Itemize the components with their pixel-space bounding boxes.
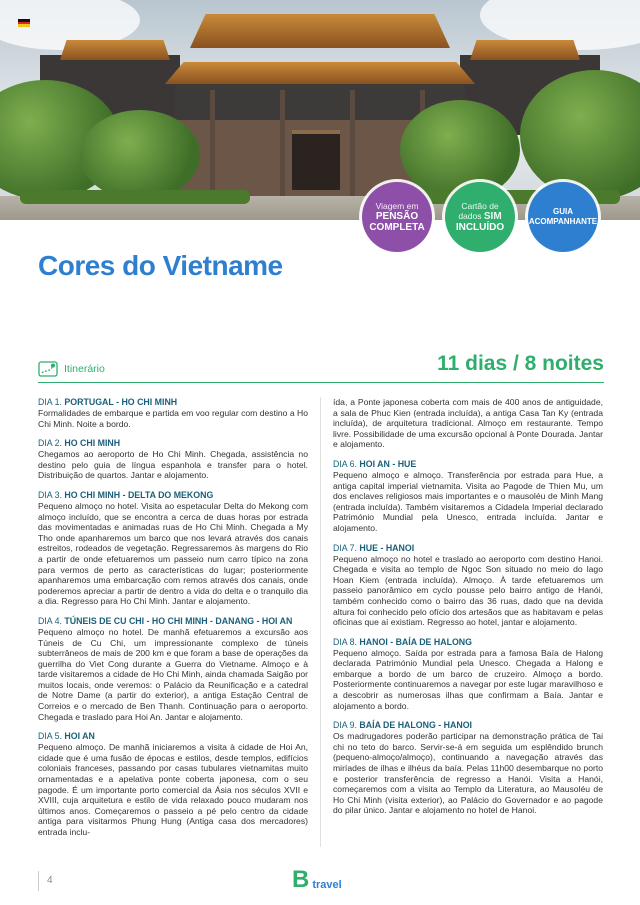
divider: [38, 382, 604, 383]
day-description: Pequeno almoço. Saída por estrada para a famosa Baía de Halong declarada Património Mundial pela Unesco. Chegada a Halong e embarque a bordo de um barco de cruzeiro. Almoço a bordo. Posteriormente continuaremos a navegar por este lugar maravilhoso e a descobrir as numerosas ilhas que confirmam a Baía. Jantar e alojamento a bordo.: [333, 647, 603, 711]
day-entry-continued: [333, 397, 603, 450]
day-heading: DIA 1. PORTUGAL - HO CHI MINH: [38, 397, 178, 407]
badge-text: PENSÃO: [375, 211, 419, 222]
day-description: Pequeno almoço. De manhã iniciaremos a visita à cidade de Hoi An, cidade que é uma fusão de épocas e estilos, desde templos, edifícios coloniais franceses, passando por casas tubulares vietnamitas muito ornamentadas e a apelativa ponte coberta japonesa, com o seu pagode. É um importante porto comercial da Ásia nos séculos XVII e XVIII, cuja arquitetura e estilo de vida relaxado pouco mudaram nos últimos anos. Começaremos o passeio a pé pelo centro da cidade antiga para visitarmos Phung Hung (Antiga casa dos mercadores) entrada inclu-: [38, 742, 308, 837]
day-heading: DIA 7. HUE - HANOI: [333, 542, 415, 553]
itinerary-column-left: [38, 397, 308, 847]
day-entry: [38, 438, 308, 481]
badge-text: SIM: [483, 211, 502, 222]
badge-text: dados: [458, 211, 482, 221]
day-description: Pequeno almoço no hotel. De manhã efetuaremos a excursão aos Túneis de Cu Chi, um impressionante complexo de túneis subterrâneos de mais de 200 km e que foram a base de operações da guerrilha do Viet Cong durante a Guerra do Vietname. Almoço e à tarde visitaremos a cidade de Ho Chi Minh, ainda chamada Saigão por muitos locais, onde veremos: o Palácio da Reunificação e a catedral de Notre Dame (a partir do exterior), a antiga Estação Central de Correios e o mercado de Ben Thanh. Continuação para o aeroporto. Chegada e traslado para Hoi An. Jantar e alojamento.: [38, 626, 308, 722]
day-entry: [333, 720, 603, 816]
portugal-flag-icon: [18, 19, 30, 27]
day-description: Pequeno almoço no hotel e traslado ao aeroporto com destino Hanoi. Chegada e visita ao templo de Ngoc Son situado no meio do lago Hoan Kiem (entrada incluída). Almoço. À tarde efetuaremos um passeio panorâmico em cyclo pousse pelo bairro antigo de Hanói, também conhecido como o bairro das 36 ruas, dado que na devida altura foi conhecido pelo ofício dos artesãos que as habitavam e pelas oficinas que aí existiam. Regresso ao hotel, jantar e alojamento.: [333, 553, 603, 628]
day-description: Pequeno almoço e almoço. Transferência por estrada para Hue, a antiga capital imperial vietnamita. Visita ao Pagode de Thien Mu, um dos enclaves religiosos mais importantes e o mausoléu de Minh Mang (entrada incluída). Também visitaremos a Cidadela Imperial declarado Património Mundial pela Unesco, entrada incluída. Jantar e alojamento.: [333, 469, 603, 533]
logo-text: travel: [312, 879, 342, 891]
day-heading: DIA 6. HOI AN - HUE: [333, 458, 417, 469]
day-entry: [38, 731, 308, 837]
trip-duration: 11 dias / 8 noites: [437, 352, 604, 375]
sim-card-badge: [445, 182, 515, 252]
day-entry: [333, 637, 603, 712]
day-heading: DIA 4. TÚNEIS DE CU CHI - HO CHI MINH - DANANG - HOI AN: [38, 615, 293, 626]
column-divider: [320, 397, 321, 847]
logo-mark: B: [292, 866, 310, 893]
day-entry: [38, 397, 308, 429]
day-description: Pequeno almoço no hotel. Visita ao espetacular Delta do Mekong com almoço incluído, que se encontra a cerca de duas horas por estrada das movimentadas e animadas ruas de Ho Chi Minh. Chegada a My Tho onde apanharemos um barco que nos levará através dos canais estreitos, rodeados de vegetação. Regressaremos às margens do Rio a partir de onde efetuaremos um passeio num carro típico na zona para vermos de perto as características do lugar; posteriormente apanharemos uma embarcação com remos através dos canais, onde poderemos apreciar a partir de dentro a vida do delta e o tranquilo dia a dia. Regresso para Ho Chi Minh. Jantar e alojamento.: [38, 500, 308, 607]
day-description: ída, a Ponte japonesa coberta com mais de 400 anos de antiguidade, a sala de Phuc Kien (entrada incluída), a antiga Casa Tan Ky (entrada incluída), de arquitetura tradicional. Almoço em restaurante. Tempo livre. Possibilidade de uma excursão opcional à Ponte Dourada. Jantar e alojamento.: [333, 397, 603, 450]
day-entry: [333, 543, 603, 628]
day-heading: DIA 2. HO CHI MINH: [38, 438, 121, 449]
map-route-icon: [38, 360, 58, 378]
day-entry: [38, 616, 308, 722]
btravel-logo: [292, 868, 342, 892]
itinerary-label-text: Itinerário: [64, 363, 105, 375]
badge-text: Viagem em: [375, 201, 419, 211]
page-number: 4: [38, 871, 53, 891]
itinerary-column-right: [333, 397, 603, 825]
badge-text: GUIA: [553, 207, 573, 216]
badge-text: ACOMPANHANTE: [528, 217, 598, 226]
badge-text: INCLUÍDO: [455, 222, 505, 233]
full-board-badge: [362, 182, 432, 252]
day-heading: DIA 5. HOI AN: [38, 731, 95, 742]
day-entry: [38, 490, 308, 607]
day-heading: DIA 9. BAÍA DE HALONG - HANOI: [333, 720, 472, 731]
guide-badge: [528, 182, 598, 252]
day-description: Os madrugadores poderão participar na demonstração prática de Tai chi no teto do barco. Servir-se-á em seguida um esplêndido brunch (pequeno-almoço/almoço), continuando a navegação através das miríades de ilhas e ilhéus da baía. Pelas 11h00 desembarque no porto e posterior transferência de regresso a Hanói. Visita a Hanói, começaremos com a visita ao Templo da Literatura, ao Mausoléu de Ho Chi Minh (visita exterior), ao Palácio do Governador e ao pagode do pilar único. Jantar e alojamento no hotel de Hanoi.: [333, 731, 603, 816]
day-heading: DIA 3. HO CHI MINH - DELTA DO MEKONG: [38, 489, 214, 500]
day-description: Formalidades de embarque e partida em voo regular com destino a Ho Chi Minh. Noite a bordo.: [38, 408, 308, 429]
badge-text: Cartão de: [461, 201, 499, 211]
day-heading: DIA 8. HANOI - BAÍA DE HALONG: [333, 636, 472, 647]
page-title: Cores do Vietname: [38, 250, 283, 281]
itinerary-label: [38, 360, 105, 378]
day-description: Chegamos ao aeroporto de Ho Chi Minh. Chegada, assistência no destino pelo guia de língua espanhola e transfer para o hotel. Distribuição de quartos. Jantar e alojamento.: [38, 449, 308, 481]
badge-text: COMPLETA: [369, 222, 425, 233]
day-entry: [333, 459, 603, 534]
